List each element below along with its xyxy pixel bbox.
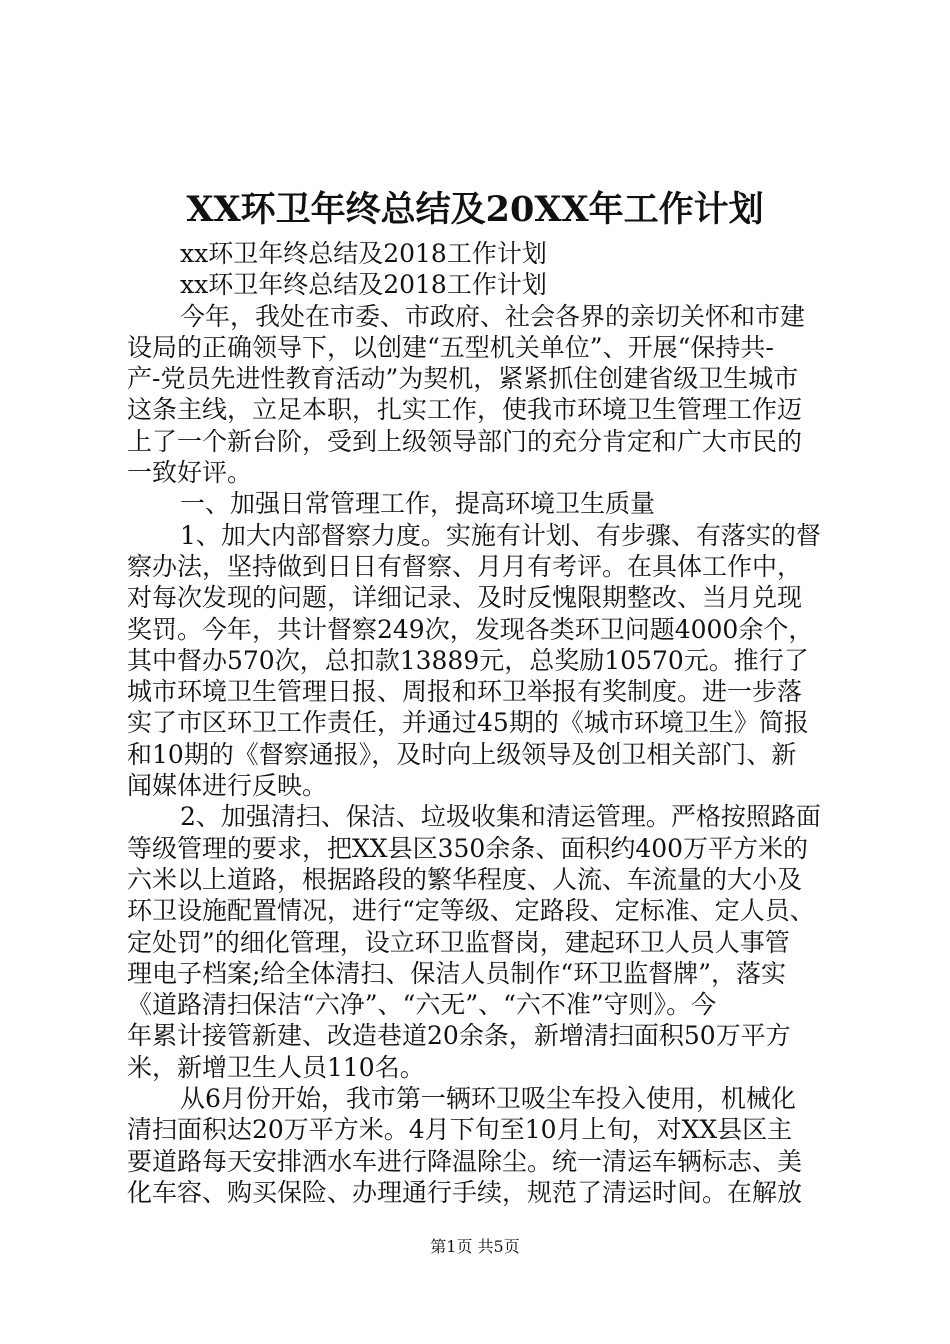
body-line: 从6月份开始，我市第一辆环卫吸尘车投入使用，机械化 bbox=[180, 1084, 796, 1114]
document-body bbox=[127, 238, 831, 1208]
body-line: 实了市区环卫工作责任，并通过45期的《城市环境卫生》简报 bbox=[127, 708, 809, 738]
body-line: 奖罚。今年，共计督察249次，发现各类环卫问题4000余个， bbox=[127, 614, 814, 644]
body-line: 一致好评。 bbox=[127, 458, 253, 488]
body-line: 设局的正确领导下，以创建“五型机关单位”、开展“保持共- bbox=[127, 332, 774, 362]
body-line: xx环卫年终总结及2018工作计划 bbox=[180, 239, 547, 268]
document-title: XX环卫年终总结及20XX年工作计划 bbox=[186, 189, 764, 230]
body-line: 等级管理的要求，把XX县区350余条、面积约400万平方米的 bbox=[127, 833, 809, 863]
body-line: 对每次发现的问题，详细记录、及时反愧限期整改、当月兑现 bbox=[127, 583, 803, 613]
body-line: 六米以上道路，根据路段的繁华程度、人流、车流量的大小及 bbox=[127, 864, 803, 894]
body-line: xx环卫年终总结及2018工作计划 bbox=[180, 270, 547, 300]
body-line: 城市环境卫生管理日报、周报和环卫举报有奖制度。进一步落 bbox=[127, 677, 803, 707]
body-line: 这条主线，立足本职，扎实工作，使我市环境卫生管理工作迈 bbox=[127, 395, 803, 425]
body-line: 年累计接管新建、改造巷道20余条，新增清扫面积50万平方 bbox=[127, 1021, 791, 1051]
body-line: 2、加强清扫、保洁、垃圾收集和清运管理。严格按照路面 bbox=[180, 802, 821, 832]
body-line: 定处罚”的细化管理，设立环卫监督岗，建起环卫人员人事管 bbox=[127, 927, 790, 957]
body-line: 清扫面积达20万平方米。4月下旬至10月上旬，对XX县区主 bbox=[127, 1115, 793, 1145]
body-line: 和10期的《督察通报》，及时向上级领导及创卫相关部门、新 bbox=[127, 739, 797, 769]
body-line: 一、加强日常管理工作，提高环境卫生质量 bbox=[180, 489, 656, 519]
body-line: 《道路清扫保洁“六净”、“六无”、“六不准”守则》。今 bbox=[127, 990, 717, 1020]
body-line: 理电子档案;给全体清扫、保洁人员制作“环卫监督牌”，落实 bbox=[127, 958, 786, 988]
body-line: 1、加大内部督察力度。实施有计划、有步骤、有落实的督 bbox=[180, 520, 821, 550]
body-line: 米，新增卫生人员110名。 bbox=[127, 1052, 425, 1082]
body-line: 闻媒体进行反映。 bbox=[127, 771, 328, 801]
body-line: 环卫设施配置情况，进行“定等级、定路段、定标准、定人员、 bbox=[127, 896, 815, 926]
body-line: 化车容、购买保险、办理通行手续，规范了清运时间。在解放 bbox=[127, 1177, 803, 1207]
body-line: 察办法，坚持做到日日有督察、月月有考评。在具体工作中， bbox=[127, 551, 803, 581]
body-line: 要道路每天安排洒水车进行降温除尘。统一清运车辆标志、美 bbox=[127, 1146, 803, 1176]
body-line: 上了一个新台阶，受到上级领导部门的充分肯定和广大市民的 bbox=[127, 426, 803, 456]
body-line: 其中督办570次，总扣款13889元，总奖励10570元。推行了 bbox=[127, 645, 809, 675]
body-line: 产-党员先进性教育活动”为契机，紧紧抓住创建省级卫生城市 bbox=[127, 364, 799, 394]
body-line: 今年，我处在市委、市政府、社会各界的亲切关怀和市建 bbox=[180, 301, 806, 331]
page-footer: 第1页 共5页 bbox=[430, 1237, 520, 1256]
